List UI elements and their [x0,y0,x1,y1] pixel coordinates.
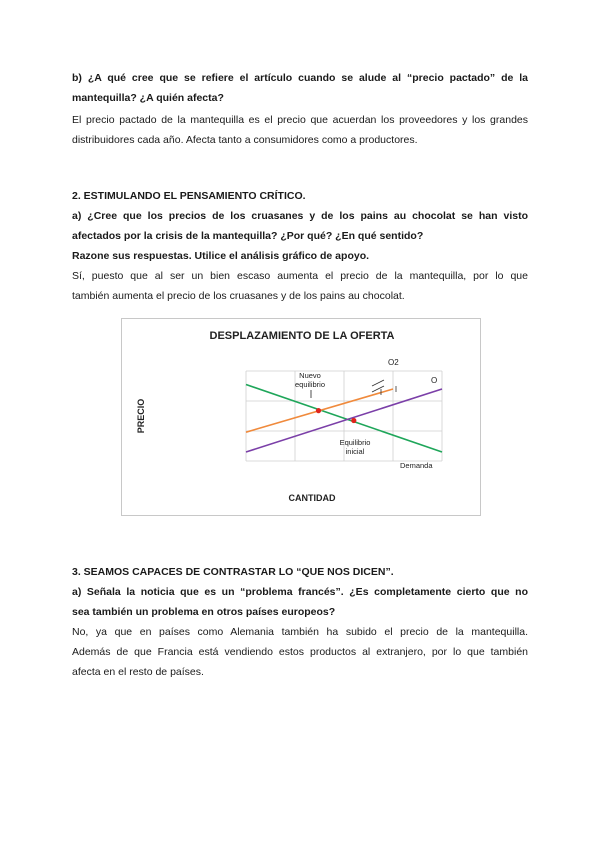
x-axis-label: CANTIDAD [288,493,336,503]
label-o2: O2 [388,358,399,367]
chart-title: DESPLAZAMIENTO DE LA OFERTA [209,330,395,342]
question-3a-line2: sea también un problema en otros países europeos? [72,606,336,618]
answer-3a-line2: Además de que Francia está vendiendo estos productos al extranjero, por lo que también [72,646,528,658]
section-2-heading: 2. ESTIMULANDO EL PENSAMIENTO CRÍTICO. [72,190,306,202]
question-b-line2: mantequilla? ¿A quién afecta? [72,92,224,104]
label-inicial-line1: Equilibrio [339,438,371,447]
answer-b: El precio pactado de la mantequilla es el precio que acuerdan los proveedores y los grandes distribuidores cada año. Afecta tanto a consumidores como a productores. [72,114,528,146]
equilibrium-point-equilibrio-inicial [351,418,356,423]
label-demanda: Demanda [400,461,433,470]
question-3a-line1: a) Señala la noticia que es un “problema francés”. ¿Es completamente cierto que no [72,586,528,598]
answer-2a-line2: también aumenta el precio de los cruasanes y de los pains au chocolat. [72,290,405,302]
y-axis-label: PRECIO [136,398,146,434]
answer-3a-line1: No, ya que en países como Alemania también ha subido el precio de la mantequilla. [72,626,528,638]
chart-svg [122,319,480,515]
instruction-2a: Razone sus respuestas. Utilice el análisis gráfico de apoyo. [72,250,370,262]
chart-grid [246,371,442,461]
supply-shift-chart [121,318,481,516]
section-2 [72,186,528,306]
label-nuevo-line1: Nuevo [299,371,321,380]
equilibrium-point-nuevo-equilibrio [316,408,321,413]
answer-2a-line1: Sí, puesto que al ser un bien escaso aumenta el precio de la mantequilla, por lo que [72,270,528,282]
answer-3a-line3: afecta en el resto de países. [72,666,204,678]
question-2a-line2: afectados por la crisis de la mantequilla? ¿Por qué? ¿En qué sentido? [72,230,424,242]
label-inicial-line2: inicial [345,447,365,456]
section-3 [72,562,528,682]
section-b [72,68,528,150]
shift-arrow-icon [372,380,396,395]
label-o: O [431,376,438,385]
question-b-line1: b) ¿A qué cree que se refiere el artículo cuando se alude al “precio pactado” de la [72,72,528,84]
section-3-heading: 3. SEAMOS CAPACES DE CONTRASTAR LO “QUE NOS DICEN”. [72,566,394,578]
question-2a-line1: a) ¿Cree que los precios de los cruasanes y de los pains au chocolat se han visto [72,210,528,222]
label-nuevo-line2: equilibrio [294,380,326,389]
